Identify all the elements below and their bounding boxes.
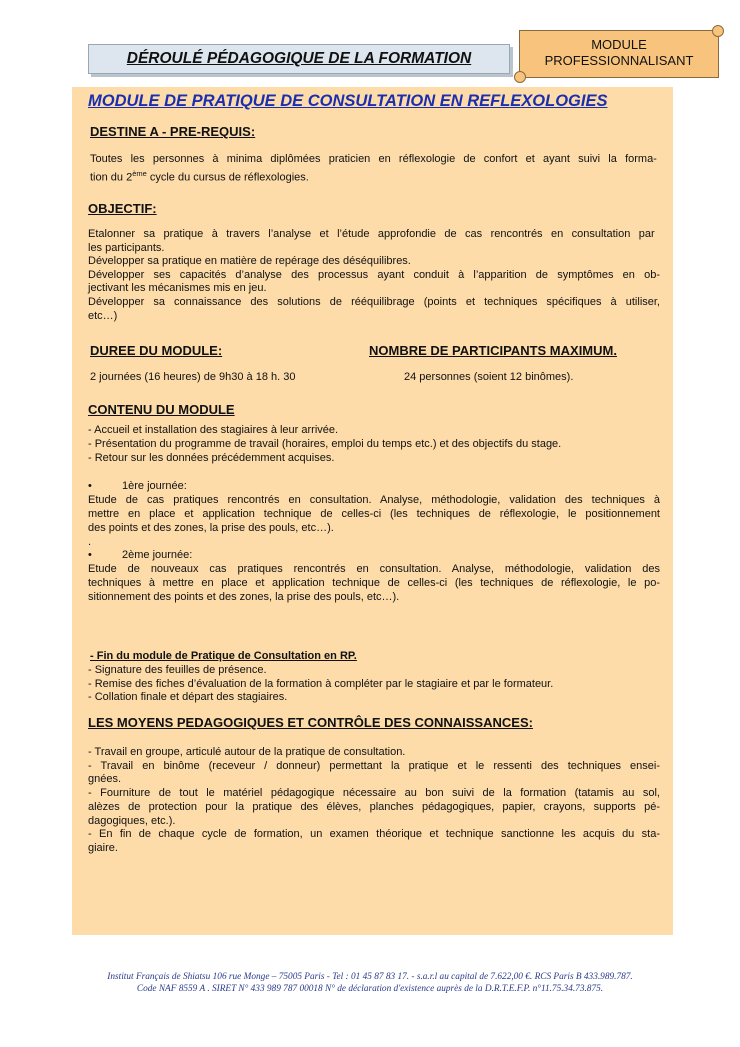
objectif-line: Développer ses capacités d’analyse des processus ayant conduit à l’apparition de symptômes en ob- bbox=[88, 269, 660, 281]
objectif-line: Etalonner sa pratique à travers l’analyse et l’étude approfondie de cas rencontrés en consultation par bbox=[88, 228, 655, 240]
destine-line-2-b: cycle du cursus de réflexologies. bbox=[146, 171, 309, 184]
moyens-line: alèzes de protection pour la pratique des élèves, planches pédagogiques, papier, crayons, supports pé- bbox=[88, 801, 660, 813]
day2-line: techniques à mettre en place et application technique de celles-ci (les techniques de réflexologie, le po- bbox=[88, 577, 660, 589]
moyens-line: - Travail en binôme (receveur / donneur) permettant la pratique et le ressenti des techniques ensei- bbox=[88, 760, 660, 772]
objectif-line: Développer sa pratique en matière de repérage des déséquilibres. bbox=[88, 255, 411, 267]
contenu-intro-line: - Retour sur les données précédemment acquises. bbox=[88, 452, 335, 464]
day2-line: Etude de nouveaux cas pratiques rencontrés en consultation. Analyse, méthodologie, validation des bbox=[88, 563, 660, 575]
footer-line-1: Institut Français de Shiatsu 106 rue Monge – 75005 Paris - Tel : 01 45 87 83 17. - s.a.r.l au capital de 7.622,00 €. RCS Paris B 433.989.787. bbox=[107, 972, 633, 982]
fin-heading: - Fin du module de Pratique de Consultation en RP. bbox=[90, 650, 357, 662]
contenu-heading: CONTENU DU MODULE bbox=[88, 402, 235, 417]
objectif-line: jectivant les mécanismes mis en jeu. bbox=[88, 282, 267, 294]
moyens-heading: LES MOYENS PEDAGOGIQUES ET CONTRÔLE DES CONNAISSANCES: bbox=[88, 715, 533, 730]
document-title-box bbox=[88, 44, 510, 74]
module-badge-scroll bbox=[519, 30, 719, 78]
day1-bullet: • bbox=[88, 480, 92, 492]
destine-line-1: Toutes les personnes à minima diplômées praticien en réflexologie de confort et ayant suivi la forma- bbox=[90, 153, 657, 165]
moyens-line: - Travail en groupe, articulé autour de la pratique de consultation. bbox=[88, 746, 406, 758]
scroll-curl-bottom bbox=[514, 71, 526, 83]
moyens-line: dagogiques, etc.). bbox=[88, 815, 176, 827]
objectif-line: les participants. bbox=[88, 242, 165, 254]
module-title: MODULE DE PRATIQUE DE CONSULTATION EN REFLEXOLOGIES bbox=[88, 92, 608, 110]
objectif-heading: OBJECTIF: bbox=[88, 201, 157, 216]
objectif-line: etc…) bbox=[88, 310, 118, 322]
contenu-intro-line: - Accueil et installation des stagiaires à leur arrivée. bbox=[88, 424, 339, 436]
footer-line-2: Code NAF 8559 A . SIRET N° 433 989 787 00018 N° de déclaration d'existence auprès de la D.R.T.E.F.P. n°11.75.34.73.875. bbox=[136, 984, 604, 994]
day1-line: mettre en place et application technique de celles-ci (les techniques de réflexologie, le positionnement bbox=[88, 508, 660, 520]
destine-heading: DESTINE A - PRE-REQUIS: bbox=[90, 124, 256, 139]
day2-line: sitionnement des points et des zones, la prise des pouls, etc…). bbox=[88, 591, 400, 603]
duree-heading: DUREE DU MODULE: bbox=[90, 343, 223, 358]
moyens-line: - En fin de chaque cycle de formation, un examen théorique et technique sanctionne les acquis du sta- bbox=[88, 828, 660, 840]
destine-line-2-sup: ème bbox=[132, 169, 147, 178]
badge-line-2: PROFESSIONNALISANT bbox=[544, 53, 694, 68]
moyens-line: giaire. bbox=[88, 842, 118, 854]
fin-line: - Collation finale et départ des stagiaires. bbox=[88, 691, 288, 703]
participants-value: 24 personnes (soient 12 binômes). bbox=[404, 371, 574, 383]
destine-line-2 bbox=[90, 167, 309, 185]
fin-line: - Signature des feuilles de présence. bbox=[88, 664, 267, 676]
badge-line-1: MODULE bbox=[591, 37, 647, 52]
objectif-line: Développer sa connaissance des solutions de rééquilibrage (points et techniques spécifiques à utiliser, bbox=[88, 296, 660, 308]
day2-title: 2ème journée: bbox=[122, 549, 193, 561]
duree-value: 2 journées (16 heures) de 9h30 à 18 h. 30 bbox=[90, 371, 296, 383]
separator-dot: . bbox=[88, 536, 92, 548]
moyens-line: gnées. bbox=[88, 773, 122, 785]
content-panel bbox=[72, 87, 673, 935]
scroll-curl-top bbox=[712, 25, 724, 37]
contenu-intro-line: - Présentation du programme de travail (horaires, emploi du temps etc.) et des objectifs du stage. bbox=[88, 438, 562, 450]
day2-bullet: • bbox=[88, 549, 92, 561]
participants-heading: NOMBRE DE PARTICIPANTS MAXIMUM. bbox=[369, 343, 617, 358]
moyens-line: - Fourniture de tout le matériel pédagogique nécessaire au bon suivi de la formation (tatamis au sol, bbox=[88, 787, 660, 799]
destine-line-2-a: tion du 2 bbox=[90, 171, 133, 184]
day1-title: 1ère journée: bbox=[122, 480, 187, 492]
day1-line: Etude de cas pratiques rencontrés en consultation. Analyse, méthodologie, validation des techniques à bbox=[88, 494, 660, 506]
document-title: DÉROULÉ PÉDAGOGIQUE DE LA FORMATION bbox=[126, 50, 472, 67]
day1-line: des points et des zones, la prise des pouls, etc…). bbox=[88, 522, 334, 534]
fin-line: - Remise des fiches d’évaluation de la formation à compléter par le stagiaire et par le formateur. bbox=[88, 678, 554, 690]
